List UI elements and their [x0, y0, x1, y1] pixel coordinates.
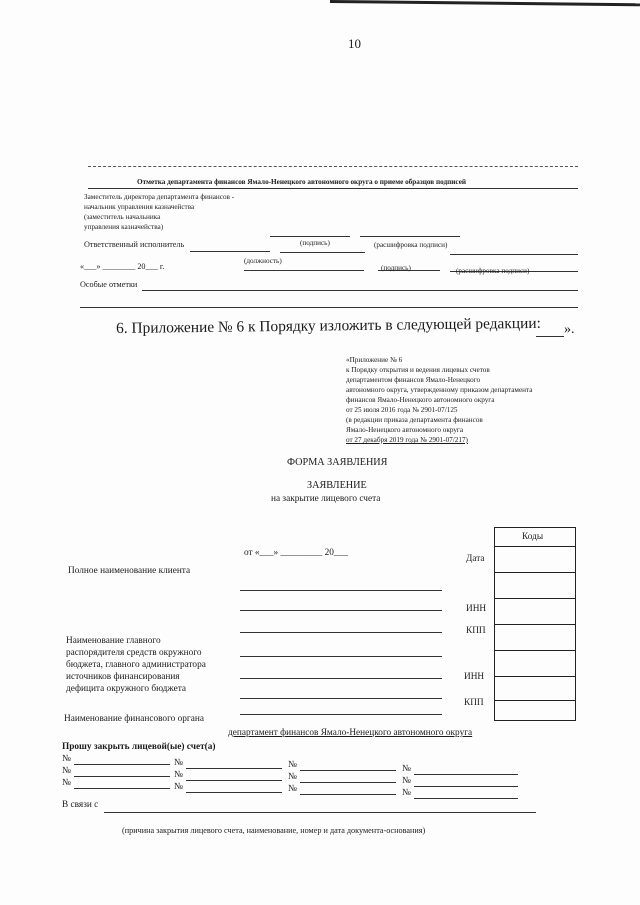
appendix-line-5: финансов Ямало-Ненецкого автономного округа — [346, 396, 495, 404]
stamp-deputy-line-2: начальник управления казначейства — [84, 203, 195, 211]
num-line-3-1 — [74, 788, 170, 789]
num-1-3: № — [288, 760, 297, 770]
statement-title: ЗАЯВЛЕНИЕ — [307, 480, 367, 491]
manager-kpp-label: КПП — [464, 698, 484, 708]
responsible-position-line — [190, 251, 270, 252]
section-heading-blank — [536, 336, 564, 337]
stamp-top-rule — [88, 166, 578, 167]
section-heading-end: ». — [564, 322, 575, 337]
client-line-1 — [240, 590, 442, 591]
num-line-2-1 — [74, 776, 170, 777]
manager-line-4: источников финансирования — [66, 672, 180, 682]
manager-line-5: дефицита окружного бюджета — [66, 684, 187, 694]
num-1-1: № — [62, 754, 71, 764]
appendix-line-3: департаментом финансов Ямало-Ненецкого — [346, 376, 481, 384]
special-notes-label: Особые отметки — [80, 280, 138, 289]
num-line-2-3 — [300, 782, 396, 783]
request-text: Прошу закрыть лицевой(ые) счет(а) — [62, 742, 216, 752]
num-1-2: № — [174, 758, 183, 768]
scan-edge-stroke — [330, 0, 640, 6]
codes-table — [494, 527, 576, 721]
form-title: ФОРМА ЗАЯВЛЕНИЯ — [287, 457, 388, 468]
manager-line-field-1 — [240, 656, 442, 657]
date-label: Дата — [466, 554, 485, 564]
stamp-deputy-line-4: управления казначейства) — [84, 223, 164, 231]
signature-decoding-caption: (расшифровка подписи) — [374, 241, 448, 249]
num-line-1-1 — [74, 764, 170, 765]
num-line-3-2 — [186, 792, 282, 793]
client-kpp-label: КПП — [466, 626, 486, 636]
responsible-signature-line — [280, 252, 365, 253]
client-line-3 — [240, 632, 442, 633]
client-label: Полное наименование клиента — [68, 566, 191, 576]
codes-header: Коды — [522, 532, 544, 542]
signature-decoding-line — [360, 236, 460, 237]
num-2-4: № — [402, 776, 411, 786]
manager-inn-label: ИНН — [464, 672, 485, 682]
appendix-line-4: автономного округа, утвержденному приказом департамента — [346, 386, 533, 394]
client-line-2 — [240, 610, 442, 611]
num-3-2: № — [174, 782, 183, 792]
appendix-line-2: к Порядку открытия и ведения лицевых счетов — [346, 366, 490, 374]
stamp-deputy-line-3: (заместитель начальника — [84, 213, 161, 221]
appendix-line-6: от 25 июля 2016 года № 2901-07/125 — [346, 406, 458, 414]
position-caption: (должность) — [244, 257, 282, 265]
manager-line-3: бюджета, главного администратора — [66, 660, 206, 670]
num-line-3-3 — [300, 794, 396, 795]
num-line-1-2 — [186, 768, 282, 769]
reason-label: В связи с — [62, 800, 99, 810]
page-number: 10 — [348, 36, 361, 51]
num-3-1: № — [62, 778, 71, 788]
special-notes-line-2 — [80, 307, 578, 308]
signature-decoding-caption-2: (расшифровка подписи) — [456, 267, 530, 275]
num-line-3-4 — [414, 798, 518, 799]
statement-date: от «___» _________ 20___ — [244, 548, 348, 558]
signature-caption: (подпись) — [300, 239, 330, 247]
stamp-title: Отметка департамента финансов Ямало-Ненецкого автономного округа о приеме образцов подписей — [137, 178, 467, 186]
appendix-line-7: (в редакции приказа департамента финансов — [346, 416, 483, 424]
fin-org-label: Наименование финансового органа — [64, 714, 204, 724]
reason-line — [104, 812, 536, 813]
fin-org-value: департамент финансов Ямало-Ненецкого автономного округа — [228, 728, 473, 738]
num-2-2: № — [174, 770, 183, 780]
stamp-date: «___» ________ 20___ г. — [80, 262, 165, 271]
appendix-line-1: «Приложение № 6 — [346, 356, 403, 364]
num-3-3: № — [288, 784, 297, 794]
num-2-1: № — [62, 766, 71, 776]
num-line-1-3 — [300, 770, 396, 771]
num-3-4: № — [402, 788, 411, 798]
manager-line-1: Наименование главного — [66, 636, 161, 646]
num-line-1-4 — [414, 774, 518, 775]
stamp-title-rule — [88, 188, 578, 189]
manager-line-field-3 — [240, 698, 442, 699]
reason-caption: (причина закрытия лицевого счета, наименование, номер и дата документа-основания) — [122, 826, 426, 835]
manager-line-2: распорядителя средств окружного — [66, 648, 202, 658]
statement-subtitle: на закрытие лицевого счета — [271, 494, 381, 504]
special-notes-line — [142, 290, 578, 291]
appendix-line-9: от 27 декабря 2019 года № 2901-07/217) — [346, 436, 468, 444]
num-2-3: № — [288, 772, 297, 782]
client-inn-label: ИНН — [466, 604, 487, 614]
responsible-label: Ответственный исполнитель — [84, 240, 185, 249]
manager-line-field-4 — [240, 714, 442, 715]
num-1-4: № — [402, 764, 411, 774]
date-row-line-1 — [244, 270, 364, 271]
num-line-2-4 — [414, 786, 518, 787]
manager-line-field-2 — [240, 678, 442, 679]
stamp-deputy-line-1: Заместитель директора департамента финансов - — [84, 193, 235, 201]
section-heading: 6. Приложение № 6 к Порядку изложить в следующей редакции: — [116, 314, 541, 337]
num-line-2-2 — [186, 780, 282, 781]
responsible-decoding-line — [450, 254, 578, 255]
signature-line — [270, 236, 350, 237]
signature-caption-2: (подпись) — [381, 264, 411, 272]
appendix-line-8: Ямало-Ненецкого автономного округа — [346, 426, 464, 434]
